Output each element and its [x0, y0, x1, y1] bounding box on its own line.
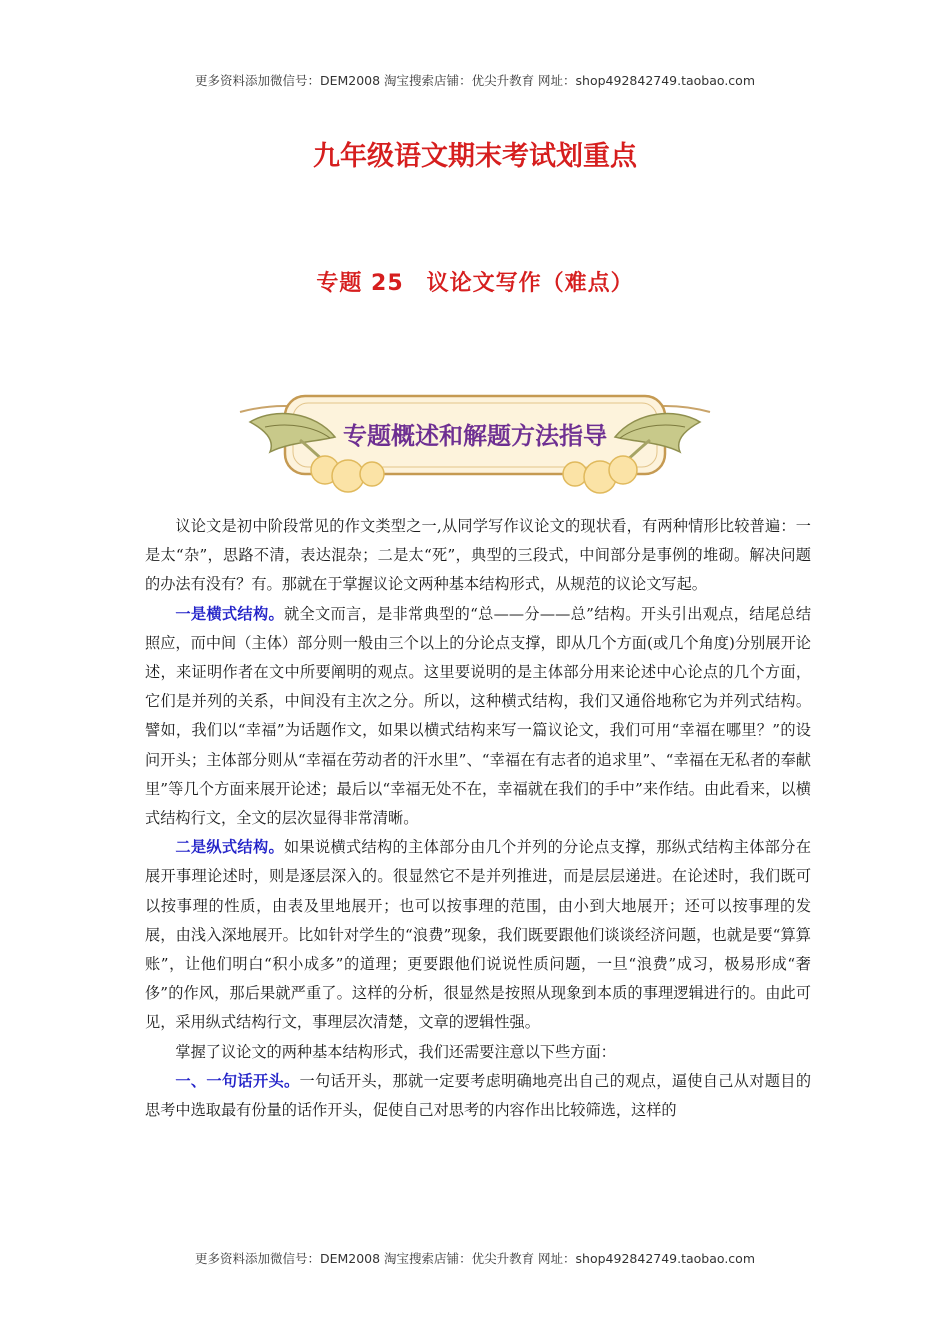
- paragraph-text: 就全文而言，是非常典型的“总——分——总”结构。开头引出观点，结尾总结照应，而中间（主体）部分则一般由三个以上的分论点支撑，即从几个方面(或几个角度)分别展开论述，来证明作者在文中所要阐明的观点。这里要说明的是主体部分用来论述中心论点的几个方面，它们是并列的关系，中间没有主次之分。所以，这种横式结构，我们又通俗地称它为并列式结构。譬如，我们以“幸福”为话题作文，如果以横式结构来写一篇议论文，我们可用“幸福在哪里？”的设问开头；主体部分则从“幸福在劳动者的汗水里”、“幸福在有志者的追求里”、“幸福在无私者的奉献里”等几个方面来展开论述；最后以“幸福无处不在，幸福就在我们的手中”来作结。由此看来，以横式结构行文，全文的层次显得非常清晰。: [145, 604, 812, 828]
- page-header: 更多资料添加微信号：DEM2008 淘宝搜索店铺：优尖升教育 网址：shop492842749.taobao.com: [194, 73, 756, 88]
- paragraph-text: 一句话开头，那就一定要考虑明确地亮出自己的观点，逼使自己从对题目的思考中选取最有份量的话作开头，促使自己对思考的内容作出比较筛选，这样的: [145, 1071, 812, 1120]
- paragraph-lead: 一是横式结构。: [175, 604, 284, 623]
- page-title: 九年级语文期末考试划重点: [313, 141, 637, 172]
- paragraph-horizontal-structure: [145, 600, 811, 834]
- paragraph-opening-sentence: [145, 1067, 811, 1125]
- section-banner: [230, 382, 720, 500]
- paragraph-transition: [145, 1038, 811, 1067]
- paragraph-text: 议论文是初中阶段常见的作文类型之一,从同学写作议论文的现状看，有两种情形比较普遍：一是太“杂”，思路不清，表达混杂；二是太“死”，典型的三段式，中间部分是事例的堆砌。解决问题的办法有没有？有。那就在于掌握议论文两种基本结构形式，从规范的议论文写起。: [145, 517, 811, 594]
- topic-subtitle: 专题 25 议论文写作（难点）: [316, 271, 634, 296]
- paragraph-vertical-structure: [145, 833, 811, 1037]
- paragraph-lead: 一、一句话开头。: [175, 1071, 300, 1090]
- paragraph-lead: 二是纵式结构。: [175, 838, 284, 857]
- paragraph-text: 掌握了议论文的两种基本结构形式，我们还需要注意以下些方面：: [175, 1042, 616, 1061]
- banner-title: 专题概述和解题方法指导: [343, 422, 607, 450]
- article-body: [145, 512, 811, 1125]
- page-footer: 更多资料添加微信号：DEM2008 淘宝搜索店铺：优尖升教育 网址：shop492842749.taobao.com: [194, 1251, 756, 1266]
- paragraph-text: 如果说横式结构的主体部分由几个并列的分论点支撑，那纵式结构主体部分在展开事理论述时，则是逐层深入的。很显然它不是并列推进，而是层层递进。在论述时，我们既可以按事理的性质，由表及里地展开；也可以按事理的范围，由小到大地展开；还可以按事理的发展，由浅入深地展开。比如针对学生的“浪费”现象，我们既要跟他们谈谈经济问题，也就是要“算算账”，让他们明白“积小成多”的道理；更要跟他们说说性质问题，一旦“浪费”成习，极易形成“奢侈”的作风，那后果就严重了。这样的分析，很显然是按照从现象到本质的事理逻辑进行的。由此可见，采用纵式结构行文，事理层次清楚，文章的逻辑性强。: [145, 838, 812, 1032]
- paragraph-intro: [145, 512, 811, 600]
